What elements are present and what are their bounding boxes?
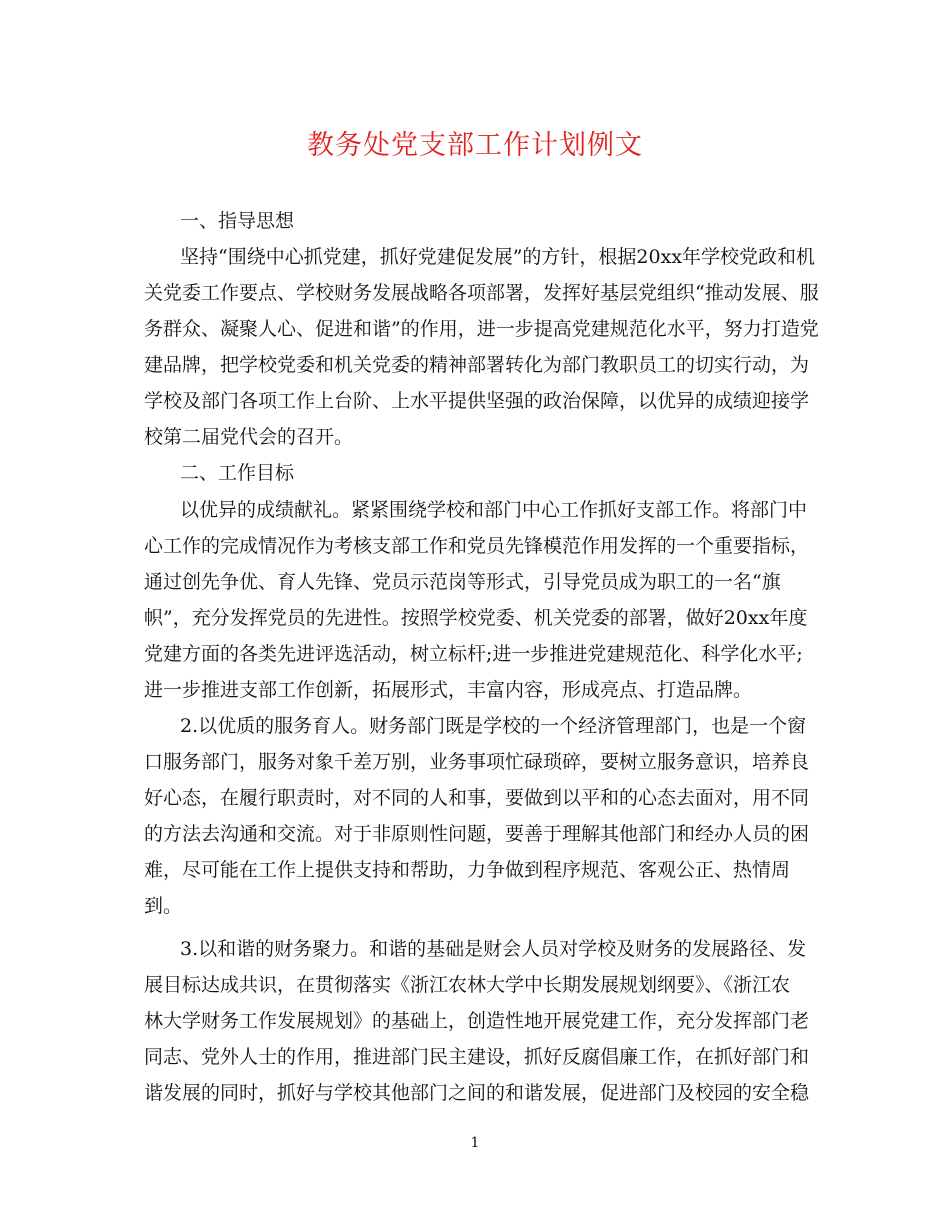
paragraph-line: 党建方面的各类先进评选活动，树立标杆;进一步推进党建规范化、科学化水平; [144, 643, 803, 665]
paragraph-line: 的方法去沟通和交流。对于非原则性问题，要善于理解其他部门和经办人员的困 [144, 823, 810, 845]
paragraph-line: 校第二届党代会的召开。 [144, 426, 354, 448]
paragraph-line: 展目标达成共识，在贯彻落实《浙江农林大学中长期发展规划纲要》、《浙江农 [144, 974, 791, 996]
paragraph-line: 关党委工作要点、学校财务发展战略各项部署，发挥好基层党组织“推动发展、服 [144, 282, 819, 304]
document-title: 教务处党支部工作计划例文 [307, 130, 643, 161]
paragraph-line: 谐发展的同时，抓好与学校其他部门之间的和谐发展，促进部门及校园的安全稳 [144, 1082, 810, 1104]
section-heading: 二、工作目标 [180, 462, 295, 484]
paragraph-line: 进一步推进支部工作创新，拓展形式，丰富内容，形成亮点、打造品牌。 [144, 679, 753, 701]
paragraph-line: 建品牌，把学校党委和机关党委的精神部署转化为部门教职员工的切实行动，为 [144, 354, 810, 376]
paragraph-line: 同志、党外人士的作用，推进部门民主建设，抓好反腐倡廉工作，在抓好部门和 [144, 1046, 810, 1068]
paragraph-line: 通过创先争优、育人先锋、党员示范岗等形式，引导党员成为职工的一名“旗 [144, 571, 781, 593]
paragraph-line: 心工作的完成情况作为考核支部工作和党员先锋模范作用发挥的一个重要指标， [144, 535, 810, 557]
paragraph-line: 3.以和谐的财务聚力。和谐的基础是财会人员对学校及财务的发展路径、发 [180, 938, 807, 960]
paragraph-line: 学校及部门各项工作上台阶、上水平提供坚强的政治保障，以优异的成绩迎接学 [144, 390, 810, 412]
paragraph-line: 2.以优质的服务育人。财务部门既是学校的一个经济管理部门，也是一个窗 [180, 715, 807, 737]
section-heading: 一、指导思想 [180, 210, 295, 232]
paragraph-line: 帜”，充分发挥党员的先进性。按照学校党委、机关党委的部署，做好20xx年度 [144, 607, 808, 629]
paragraph-line: 到。 [144, 895, 183, 917]
paragraph-line: 好心态，在履行职责时，对不同的人和事，要做到以平和的心态去面对，用不同 [144, 787, 810, 809]
paragraph-line: 林大学财务工作发展规划》的基础上，创造性地开展党建工作，充分发挥部门老 [144, 1010, 810, 1032]
paragraph-line: 口服务部门，服务对象千差万别，业务事项忙碌琐碎，要树立服务意识，培养良 [144, 751, 810, 773]
paragraph-line: 难，尽可能在工作上提供支持和帮助，力争做到程序规范、客观公正、热情周 [144, 859, 791, 881]
paragraph-line: 以优异的成绩献礼。紧紧围绕学校和部门中心工作抓好支部工作。将部门中 [180, 499, 808, 521]
paragraph-line: 坚持“围绕中心抓党建，抓好党建促发展”的方针，根据20xx年学校党政和机 [180, 246, 816, 268]
paragraph-line: 务群众、凝聚人心、促进和谐”的作用，进一步提高党建规范化水平，努力打造党 [144, 318, 819, 340]
page-number: 1 [470, 1135, 480, 1151]
